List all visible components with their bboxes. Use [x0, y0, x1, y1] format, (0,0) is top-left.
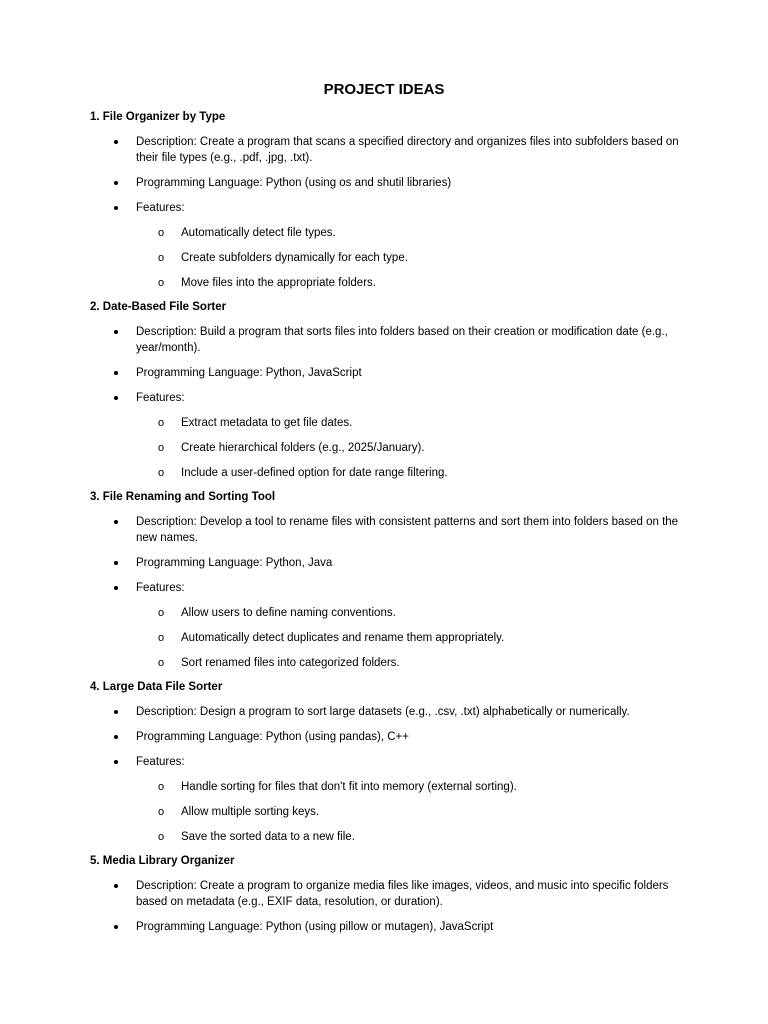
feature-item — [90, 275, 690, 291]
sub-bullet-icon: o — [158, 227, 165, 239]
feature-text: Allow users to define naming conventions. — [181, 607, 396, 619]
feature-item — [90, 225, 690, 241]
description-item-text: Description: Develop a tool to rename files with consistent patterns and sort them into folders based on the new names. — [136, 516, 679, 544]
bullet-icon — [114, 710, 118, 714]
feature-text: Allow multiple sorting keys. — [181, 806, 320, 818]
feature-text: Create subfolders dynamically for each type. — [181, 252, 408, 264]
bullet-icon — [114, 586, 118, 590]
project-section — [90, 110, 690, 291]
language-item — [90, 175, 690, 191]
language-item — [90, 555, 690, 571]
sub-bullet-icon: o — [158, 806, 165, 818]
sub-bullet-icon: o — [158, 831, 165, 843]
bullet-icon — [114, 396, 118, 400]
description-item-text: Description: Create a program that scans a specified directory and organizes files into subfolders based on their file types (e.g., .pdf, .jpg, .txt). — [136, 136, 679, 164]
feature-text: Create hierarchical folders (e.g., 2025/January). — [181, 442, 425, 454]
bullet-icon — [114, 925, 118, 929]
sub-bullet-icon: o — [158, 277, 165, 289]
features-item-text: Features: — [136, 202, 185, 214]
bullet-list — [90, 134, 690, 216]
bullet-icon — [114, 735, 118, 739]
feature-text: Handle sorting for files that don't fit into memory (external sorting). — [181, 781, 517, 793]
description-item — [90, 704, 690, 720]
feature-item — [90, 804, 690, 820]
language-item-text: Programming Language: Python (using pillow or mutagen), JavaScript — [136, 921, 494, 933]
sub-bullet-icon: o — [158, 657, 165, 669]
language-item — [90, 365, 690, 381]
project-section — [90, 300, 690, 481]
features-item — [90, 200, 690, 216]
description-item-text: Description: Create a program to organize media files like images, videos, and music into specific folders based on metadata (e.g., EXIF data, resolution, or duration). — [136, 880, 669, 908]
feature-text: Save the sorted data to a new file. — [181, 831, 355, 843]
feature-item — [90, 440, 690, 456]
bullet-list — [90, 704, 690, 770]
description-item — [90, 324, 690, 356]
language-item-text: Programming Language: Python (using os and shutil libraries) — [136, 177, 452, 189]
sub-bullet-icon: o — [158, 781, 165, 793]
section-heading: 2. Date-Based File Sorter — [90, 301, 227, 313]
description-item-text: Description: Build a program that sorts files into folders based on their creation or modification date (e.g., year/month). — [136, 326, 668, 354]
page-title: PROJECT IDEAS — [323, 81, 445, 98]
features-item-text: Features: — [136, 392, 185, 404]
bullet-icon — [114, 371, 118, 375]
feature-item — [90, 630, 690, 646]
feature-list — [90, 779, 690, 845]
section-heading: 4. Large Data File Sorter — [90, 681, 223, 693]
feature-text: Sort renamed files into categorized folders. — [181, 657, 400, 669]
feature-text: Include a user-defined option for date range filtering. — [181, 467, 448, 479]
features-item — [90, 580, 690, 596]
section-heading: 1. File Organizer by Type — [90, 111, 226, 123]
bullet-icon — [114, 206, 118, 210]
bullet-icon — [114, 520, 118, 524]
bullet-icon — [114, 760, 118, 764]
feature-item — [90, 605, 690, 621]
description-item — [90, 878, 690, 910]
bullet-icon — [114, 884, 118, 888]
feature-item — [90, 779, 690, 795]
description-item — [90, 514, 690, 546]
feature-list — [90, 225, 690, 291]
language-item-text: Programming Language: Python (using pandas), C++ — [136, 731, 409, 743]
sub-bullet-icon: o — [158, 252, 165, 264]
feature-text: Extract metadata to get file dates. — [181, 417, 353, 429]
features-item-text: Features: — [136, 756, 185, 768]
features-item-text: Features: — [136, 582, 185, 594]
feature-list — [90, 415, 690, 481]
feature-item — [90, 465, 690, 481]
description-item — [90, 134, 690, 166]
feature-item — [90, 829, 690, 845]
bullet-list — [90, 324, 690, 406]
feature-list — [90, 605, 690, 671]
sub-bullet-icon: o — [158, 467, 165, 479]
feature-text: Automatically detect file types. — [181, 227, 336, 239]
description-item-text: Description: Design a program to sort large datasets (e.g., .csv, .txt) alphabetically or numerically. — [136, 706, 630, 718]
features-item — [90, 754, 690, 770]
bullet-icon — [114, 330, 118, 334]
project-section — [90, 854, 690, 935]
section-heading: 3. File Renaming and Sorting Tool — [90, 491, 276, 503]
sub-bullet-icon: o — [158, 442, 165, 454]
document-body — [90, 110, 690, 944]
feature-text: Move files into the appropriate folders. — [181, 277, 376, 289]
language-item — [90, 919, 690, 935]
project-section — [90, 680, 690, 845]
language-item — [90, 729, 690, 745]
bullet-list — [90, 514, 690, 596]
feature-text: Automatically detect duplicates and rename them appropriately. — [181, 632, 505, 644]
features-item — [90, 390, 690, 406]
bullet-list — [90, 878, 690, 935]
bullet-icon — [114, 181, 118, 185]
feature-item — [90, 415, 690, 431]
feature-item — [90, 250, 690, 266]
sub-bullet-icon: o — [158, 417, 165, 429]
bullet-icon — [114, 140, 118, 144]
sub-bullet-icon: o — [158, 607, 165, 619]
project-section — [90, 490, 690, 671]
feature-item — [90, 655, 690, 671]
language-item-text: Programming Language: Python, Java — [136, 557, 333, 569]
sub-bullet-icon: o — [158, 632, 165, 644]
bullet-icon — [114, 561, 118, 565]
section-heading: 5. Media Library Organizer — [90, 855, 235, 867]
language-item-text: Programming Language: Python, JavaScript — [136, 367, 362, 379]
